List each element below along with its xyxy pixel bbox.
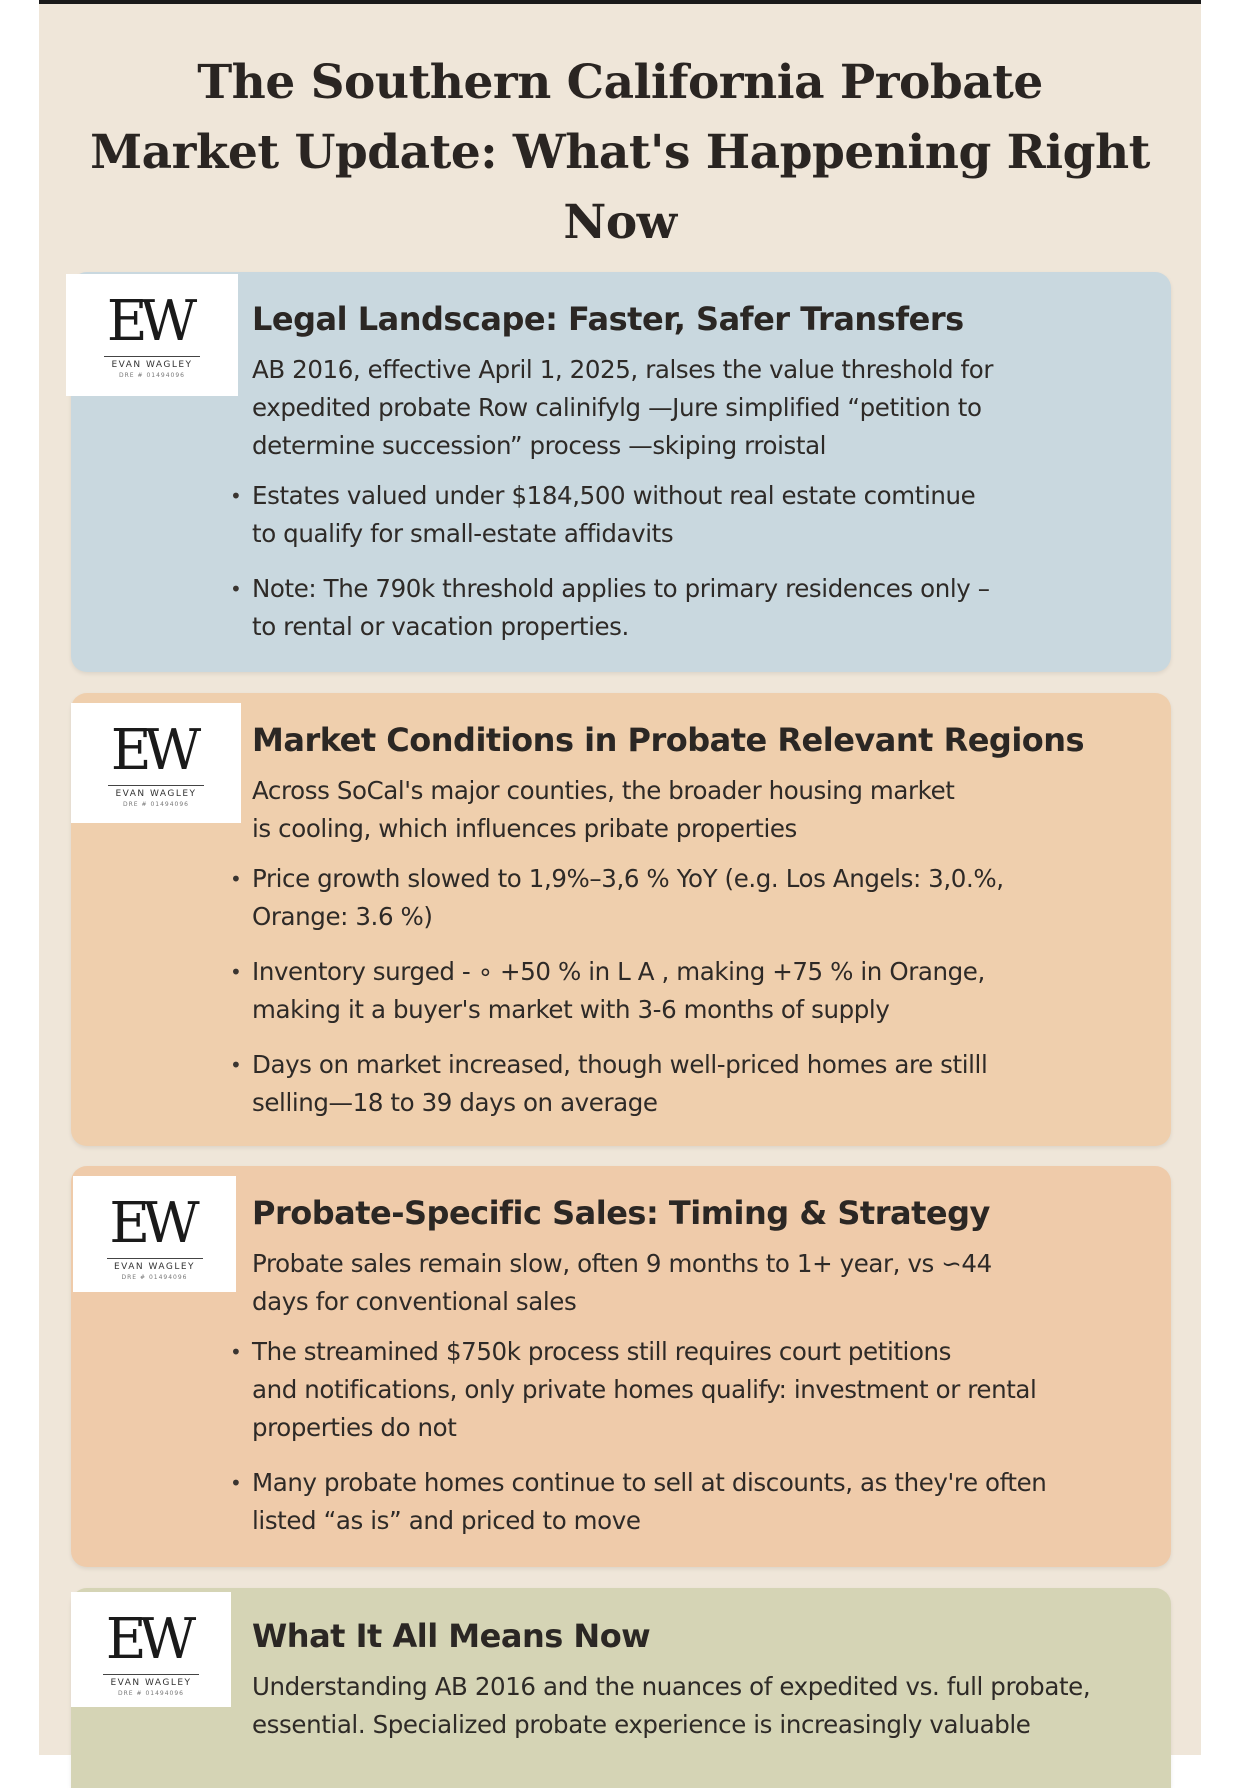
section-probate-sales <box>252 1191 1172 1557</box>
bullet-line: • Days on market increased, though well-priced homes are stilll <box>252 1050 988 1079</box>
ew-logo-mark: EW <box>110 718 194 783</box>
logo-divider <box>104 356 200 357</box>
bullet-line: making it a buyer's market with 3-6 months of supply <box>252 995 890 1024</box>
ew-logo-mark: EW <box>105 1607 189 1672</box>
bullet-line: • Price growth slowed to 1,9%–3,6 % YoY (e.g. Los Angels: 3,0.%, <box>252 864 1004 893</box>
bullet-item <box>252 953 1172 1029</box>
ew-logo-mark: EW <box>109 1191 192 1256</box>
intro-line: Understanding AB 2016 and the nuances of expedited vs. full probate, <box>252 1672 1091 1701</box>
logo-license: DRE # 01494096 <box>121 1274 188 1281</box>
section-heading: Probate-Specific Sales: Timing & Strategy <box>252 1194 990 1232</box>
section-intro <box>252 1668 1172 1744</box>
section-intro <box>252 1245 1172 1321</box>
bullet-line: • Estates valued under $184,500 without real estate comtinue <box>252 481 976 510</box>
bullet-line: Orange: 3.6 %) <box>252 902 433 931</box>
intro-line: Probate sales remain slow, often 9 months to 1+ year, vs ∽44 <box>252 1249 992 1278</box>
bullet-list <box>252 477 1172 646</box>
section-heading: Legal Landscape: Faster, Safer Transfers <box>252 300 964 338</box>
logo-divider <box>107 1258 203 1259</box>
brand-logo <box>66 274 238 396</box>
logo-name: EVAN WAGLEY <box>110 1678 192 1688</box>
intro-line: essential. Specialized probate experience is increasingly valuable <box>252 1710 1031 1739</box>
bullet-line: • Note: The 790k threshold applies to primary residences only – <box>252 574 990 603</box>
intro-line: Across SoCal's major counties, the broader housing market <box>252 776 955 805</box>
logo-name: EVAN WAGLEY <box>115 789 197 799</box>
bullet-line: • Inventory surged - ∘ +50 % in L A , making +75 % in Orange, <box>252 957 985 986</box>
logo-name: EVAN WAGLEY <box>111 360 193 370</box>
logo-license: DRE # 01494096 <box>123 801 189 808</box>
bullet-line: selling—18 to 39 days on average <box>252 1088 658 1117</box>
brand-logo <box>71 703 241 823</box>
bullet-line: properties do not <box>252 1413 457 1442</box>
brand-logo <box>71 1592 231 1707</box>
bullet-list <box>252 860 1172 1122</box>
logo-divider <box>108 785 204 786</box>
section-intro <box>252 772 1172 848</box>
bullet-line: listed “as is” and priced to move <box>252 1506 641 1535</box>
ew-logo-mark: EW <box>106 289 190 354</box>
bullet-item <box>252 570 1172 646</box>
section-intro <box>252 351 1172 465</box>
bullet-line: and notifications, only private homes qualify: investment or rental <box>252 1375 1037 1404</box>
section-summary <box>252 1614 1172 1744</box>
bullet-item <box>252 1046 1172 1122</box>
title-line: The Southern California Probate <box>197 55 1043 110</box>
bullet-line: to qualify for small-estate affidavits <box>252 519 674 548</box>
intro-line: determine succession” process —skiping rroistal <box>252 431 827 460</box>
bullet-item <box>252 1333 1172 1447</box>
intro-line: expedited probate Row calinifylg —Jure simplified “petition to <box>252 393 982 422</box>
page-title <box>39 48 1201 258</box>
intro-line: days for conventional sales <box>252 1287 577 1316</box>
logo-license: DRE # 01494096 <box>119 372 185 379</box>
section-legal-landscape <box>252 297 1172 663</box>
intro-line: AB 2016, effective April 1, 2025, ralses the value threshold for <box>252 355 994 384</box>
bullet-line: • The streamined $750k process still requires court petitions <box>252 1337 952 1366</box>
bullet-line: • Many probate homes continue to sell at discounts, as they're often <box>252 1468 1047 1497</box>
bullet-list <box>252 1333 1172 1540</box>
intro-line: is cooling, which influences pribate properties <box>252 814 797 843</box>
title-line: Market Update: What's Happening Right <box>90 125 1150 180</box>
bullet-line: to rental or vacation properties. <box>252 612 629 641</box>
bullet-item <box>252 860 1172 936</box>
logo-license: DRE # 01494096 <box>118 1690 184 1697</box>
section-market-conditions <box>252 718 1172 1139</box>
section-heading: Market Conditions in Probate Relevant Regions <box>252 721 1085 759</box>
section-heading: What It All Means Now <box>252 1617 651 1655</box>
bullet-item <box>252 477 1172 553</box>
logo-divider <box>103 1674 199 1675</box>
brand-logo <box>73 1176 236 1292</box>
bullet-item <box>252 1464 1172 1540</box>
title-line: Now <box>563 195 677 250</box>
logo-name: EVAN WAGLEY <box>113 1262 196 1272</box>
